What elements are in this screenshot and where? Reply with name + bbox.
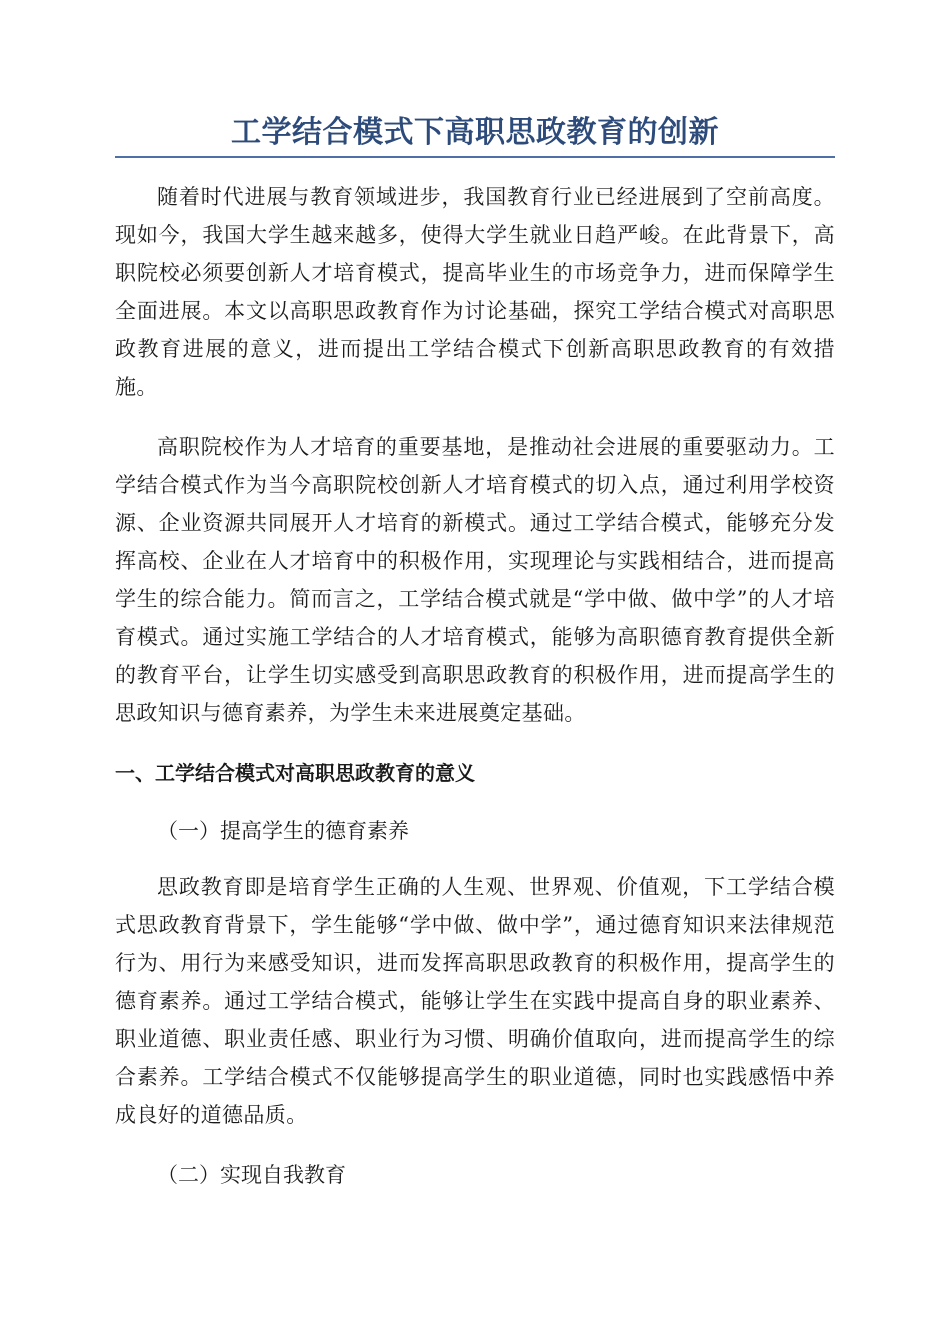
- document-page: [115, 110, 835, 1212]
- title-underline: [115, 156, 835, 158]
- subsection-heading-1: （一）提高学生的德育素养: [157, 819, 409, 843]
- subsection-paragraph-1: 思政教育即是培育学生正确的人生观、世界观、价值观，下工学结合模式思政教育背景下，学生能够“学中做、做中学”，通过德育知识来法律规范行为、用行为来感受知识，进而发挥高职思政教育的积极作用，提高学生的德育素养。通过工学结合模式，能够让学生在实践中提高自身的职业素养、职业道德、职业责任感、职业行为习惯、明确价值取向，进而提高学生的综合素养。工学结合模式不仅能够提高学生的职业道德，同时也实践感悟中养成良好的道德品质。: [115, 875, 835, 1127]
- subsection-heading-2: （二）实现自我教育: [157, 1163, 346, 1187]
- section-heading: 一、工学结合模式对高职思政教育的意义: [115, 761, 475, 785]
- body-paragraph: 高职院校作为人才培育的重要基地，是推动社会进展的重要驱动力。工学结合模式作为当今高职院校创新人才培育模式的切入点，通过利用学校资源、企业资源共同展开人才培育的新模式。通过工学结合模式，能够充分发挥高校、企业在人才培育中的积极作用，实现理论与实践相结合，进而提高学生的综合能力。简而言之，工学结合模式就是“学中做、做中学”的人才培育模式。通过实施工学结合的人才培育模式，能够为高职德育教育提供全新的教育平台，让学生切实感受到高职思政教育的积极作用，进而提高学生的思政知识与德育素养，为学生未来进展奠定基础。: [115, 435, 835, 725]
- intro-paragraph: 随着时代进展与教育领域进步，我国教育行业已经进展到了空前高度。现如今，我国大学生越来越多，使得大学生就业日趋严峻。在此背景下，高职院校必须要创新人才培育模式，提高毕业生的市场竞争力，进而保障学生全面进展。本文以高职思政教育作为讨论基础，探究工学结合模式对高职思政教育进展的意义，进而提出工学结合模式下创新高职思政教育的有效措施。: [115, 185, 835, 399]
- document-title: 工学结合模式下高职思政教育的创新: [231, 115, 719, 150]
